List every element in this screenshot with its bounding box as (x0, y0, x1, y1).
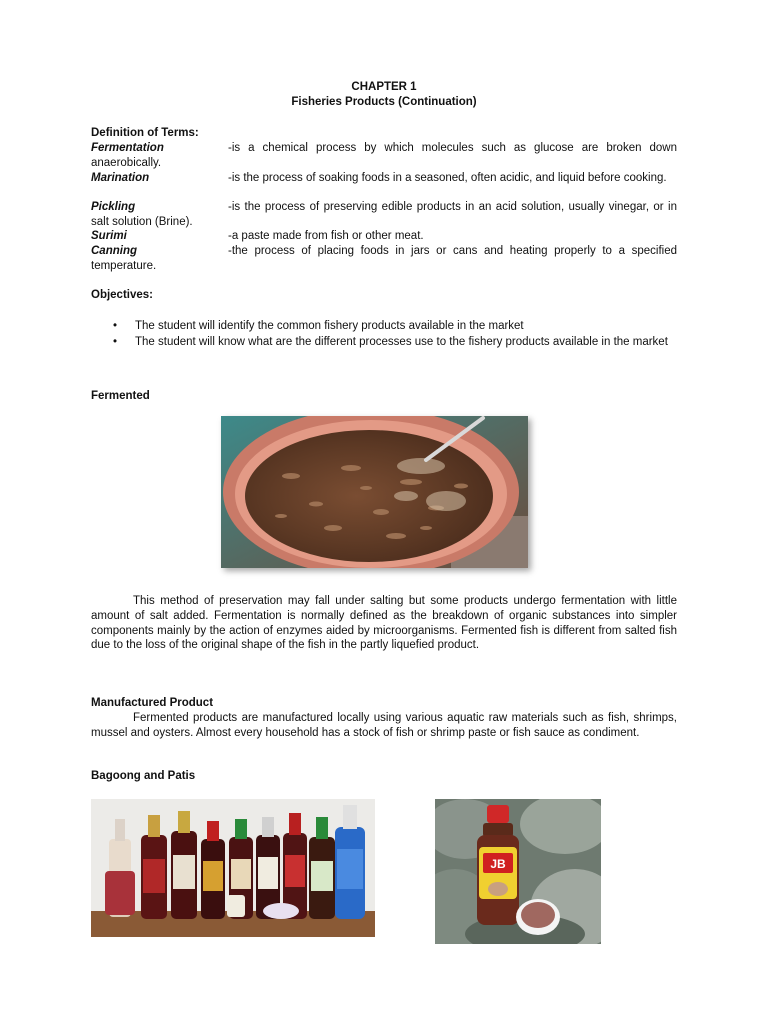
jar-label-text: JB (490, 857, 506, 871)
definition-text: -is a chemical process by which molecules such as glucose are broken down anaerobically. (91, 142, 677, 169)
objectives-heading: Objectives: (91, 289, 153, 301)
objectives-list (113, 319, 677, 351)
chapter-label: CHAPTER 1 (351, 81, 417, 93)
fermented-fish-photo (221, 416, 528, 568)
bullet-icon: • (113, 320, 118, 332)
definition-item (91, 200, 677, 230)
bagoong-heading: Bagoong and Patis (91, 770, 196, 782)
definition-term: Marination (91, 172, 150, 184)
bagoong-jar-photo (435, 799, 601, 944)
definition-item (91, 229, 677, 244)
definition-item (91, 171, 677, 186)
fish-sauce-bottles-photo (91, 799, 375, 937)
manufactured-paragraph: Fermented products are manufactured locally using various aquatic raw materials such as fish, shrimps, mussel and oysters. Almost every household has a stock of fish or shrimp paste or fish sauce as condiment. (91, 712, 677, 739)
manufactured-heading: Manufactured Product (91, 697, 214, 709)
definition-term: Pickling (91, 201, 136, 213)
definition-term: Canning (91, 245, 137, 257)
definition-item (91, 141, 677, 171)
definitions-heading: Definition of Terms: (91, 127, 199, 139)
fermented-heading: Fermented (91, 390, 150, 402)
bullet-icon: • (113, 335, 118, 348)
definition-text: -is the process of preserving edible products in an acid solution, usually vinegar, or in salt solution (Brine). (91, 201, 677, 228)
list-item (113, 335, 677, 350)
list-item (113, 319, 677, 334)
page-title: Fisheries Products (Continuation) (291, 96, 477, 108)
definition-text: -a paste made from fish or other meat. (228, 230, 424, 242)
definition-term: Fermentation (91, 142, 164, 154)
definition-text: -is the process of soaking foods in a seasoned, often acidic, and liquid before cooking. (228, 172, 667, 184)
fermented-paragraph: This method of preservation may fall under salting but some products undergo fermentation with little amount of salt added. Fermentation is normally defined as the breakdown of organic substances into simpler components mainly by the action of enzymes aided by microorganisms. Fermented fish is different from salted fish due to the loss of the original shape of the fish in the partly liquefied product. (91, 595, 677, 652)
definition-text: -the process of placing foods in jars or cans and heating properly to a specified temperature. (91, 245, 677, 272)
definition-term: Surimi (91, 230, 127, 242)
objective-text: The student will know what are the different processes use to the fishery products available in the market (135, 335, 668, 348)
objective-text: The student will identify the common fishery products available in the market (135, 320, 524, 332)
definition-item (91, 244, 677, 274)
